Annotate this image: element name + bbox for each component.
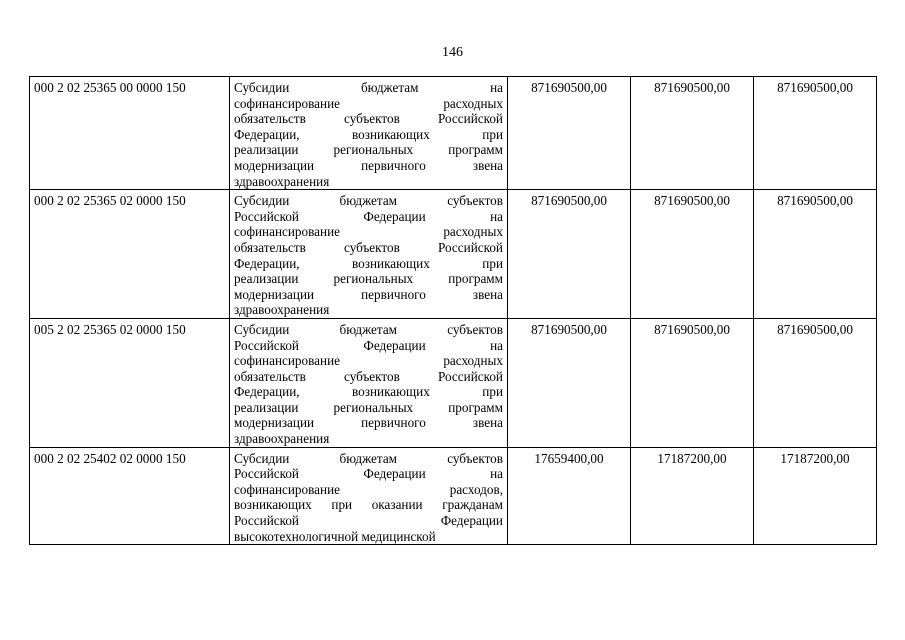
description-line: обязательств субъектов Российской bbox=[234, 239, 503, 255]
budget-classification-code: 000 2 02 25365 02 0000 150 bbox=[30, 190, 230, 319]
revenue-description bbox=[230, 318, 508, 447]
amount-year-1: 871690500,00 bbox=[508, 190, 631, 319]
amount-year-3: 871690500,00 bbox=[754, 77, 877, 190]
description-line: здравоохранения bbox=[234, 431, 330, 447]
description-line: Субсидии бюджетам субъектов bbox=[234, 193, 503, 209]
description-line: Субсидии бюджетам субъектов bbox=[234, 450, 503, 466]
description-line: Федерации, возникающих при bbox=[234, 384, 503, 400]
amount-year-2: 871690500,00 bbox=[631, 190, 754, 319]
revenue-description bbox=[230, 447, 508, 545]
description-line: реализации региональных программ bbox=[234, 142, 503, 158]
amount-year-2: 871690500,00 bbox=[631, 77, 754, 190]
amount-year-3: 871690500,00 bbox=[754, 190, 877, 319]
description-line: Федерации, возникающих при bbox=[234, 126, 503, 142]
amount-year-2: 871690500,00 bbox=[631, 318, 754, 447]
description-line: Субсидии бюджетам субъектов bbox=[234, 321, 503, 337]
description-line: софинансирование расходных bbox=[234, 353, 503, 369]
description-line: Российской Федерации на bbox=[234, 337, 503, 353]
amount-year-2: 17187200,00 bbox=[631, 447, 754, 545]
description-line: Российской Федерации на bbox=[234, 466, 503, 482]
description-line: высокотехнологичной медицинской bbox=[234, 528, 436, 544]
budget-classification-code: 000 2 02 25365 00 0000 150 bbox=[30, 77, 230, 190]
table-row bbox=[30, 447, 877, 545]
revenue-description bbox=[230, 190, 508, 319]
table-row bbox=[30, 190, 877, 319]
budget-classification-code: 000 2 02 25402 02 0000 150 bbox=[30, 447, 230, 545]
amount-year-1: 871690500,00 bbox=[508, 318, 631, 447]
description-line: обязательств субъектов Российской bbox=[234, 368, 503, 384]
amount-year-1: 871690500,00 bbox=[508, 77, 631, 190]
amount-year-1: 17659400,00 bbox=[508, 447, 631, 545]
description-line: Федерации, возникающих при bbox=[234, 255, 503, 271]
description-line: модернизации первичного звена bbox=[234, 157, 503, 173]
description-line: обязательств субъектов Российской bbox=[234, 111, 503, 127]
description-line: здравоохранения bbox=[234, 302, 330, 318]
page-number: 146 bbox=[442, 45, 463, 60]
budget-table-body bbox=[30, 77, 877, 545]
revenue-description bbox=[230, 77, 508, 190]
table-row bbox=[30, 318, 877, 447]
description-line: модернизации первичного звена bbox=[234, 415, 503, 431]
table-row bbox=[30, 77, 877, 190]
description-line: реализации региональных программ bbox=[234, 399, 503, 415]
budget-classification-code: 005 2 02 25365 02 0000 150 bbox=[30, 318, 230, 447]
description-line: Субсидии бюджетам на bbox=[234, 80, 503, 95]
amount-year-3: 17187200,00 bbox=[754, 447, 877, 545]
description-line: софинансирование расходов, bbox=[234, 481, 503, 497]
amount-year-3: 871690500,00 bbox=[754, 318, 877, 447]
description-line: возникающих при оказании гражданам bbox=[234, 497, 503, 513]
budget-table bbox=[29, 76, 877, 545]
description-line: софинансирование расходных bbox=[234, 95, 503, 111]
description-line: модернизации первичного звена bbox=[234, 286, 503, 302]
description-line: здравоохранения bbox=[234, 173, 330, 189]
description-line: Российской Федерации на bbox=[234, 208, 503, 224]
description-line: софинансирование расходных bbox=[234, 224, 503, 240]
description-line: Российской Федерации bbox=[234, 513, 503, 529]
description-line: реализации региональных программ bbox=[234, 271, 503, 287]
